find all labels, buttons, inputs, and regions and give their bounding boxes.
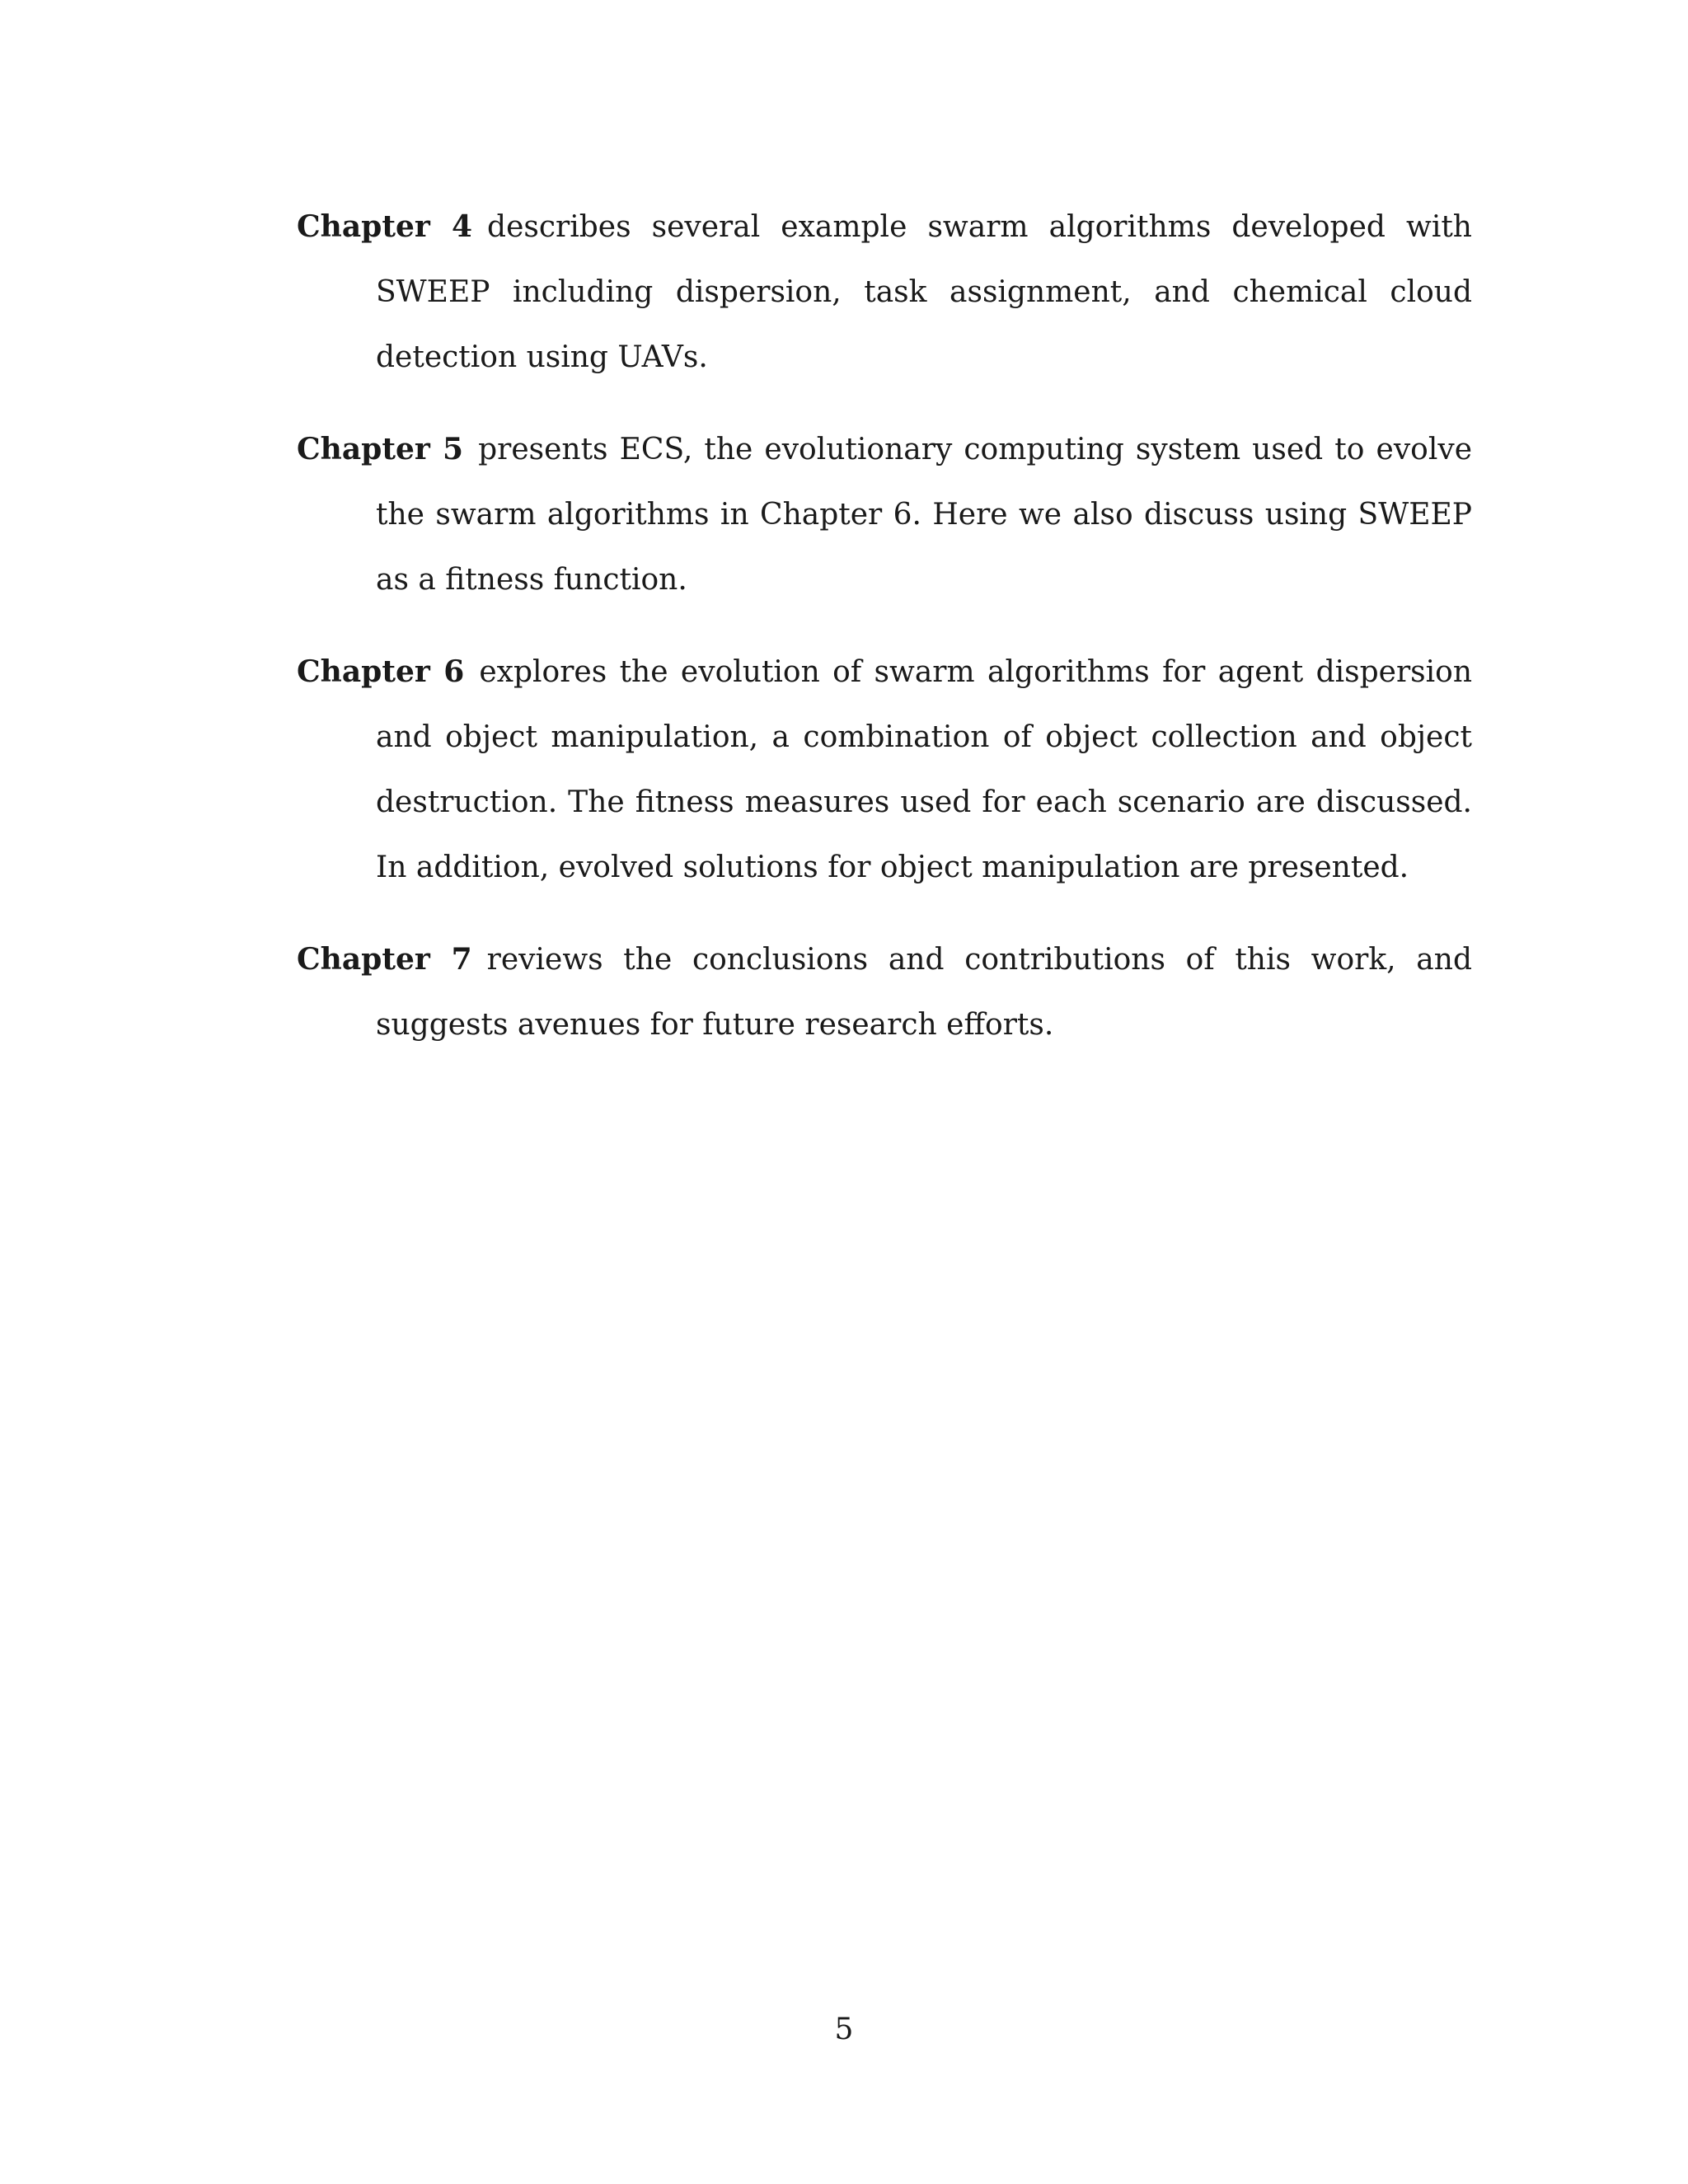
chapter-term: Chapter 4 [297,209,473,244]
chapter-description: describes several example swarm algorithms developed with SWEEP including dispersion, task assignment, and chemical cloud detection using UAVs. [376,210,1472,374]
chapter-entry [297,194,1472,390]
chapter-entry [297,417,1472,612]
chapter-term: Chapter 6 [297,654,465,689]
chapter-term: Chapter 5 [297,432,464,466]
chapter-term: Chapter 7 [297,942,472,977]
chapter-description-list [297,194,1472,1085]
chapter-description: explores the evolution of swarm algorithms for agent dispersion and object manipulation, a combination of object collection and object destruction. The fitness measures used for each scenario are discussed. In addition, evolved solutions for object manipulation are presented. [376,655,1473,884]
chapter-description: presents ECS, the evolutionary computing system used to evolve the swarm algorithms in Chapter 6. Here we also discuss using SWEEP as a fitness function. [376,433,1472,597]
chapter-description: reviews the conclusions and contributions of this work, and suggests avenues for future research efforts. [376,943,1473,1042]
page-number: 5 [834,2013,854,2046]
chapter-entry [297,927,1472,1057]
chapter-entry [297,640,1472,900]
